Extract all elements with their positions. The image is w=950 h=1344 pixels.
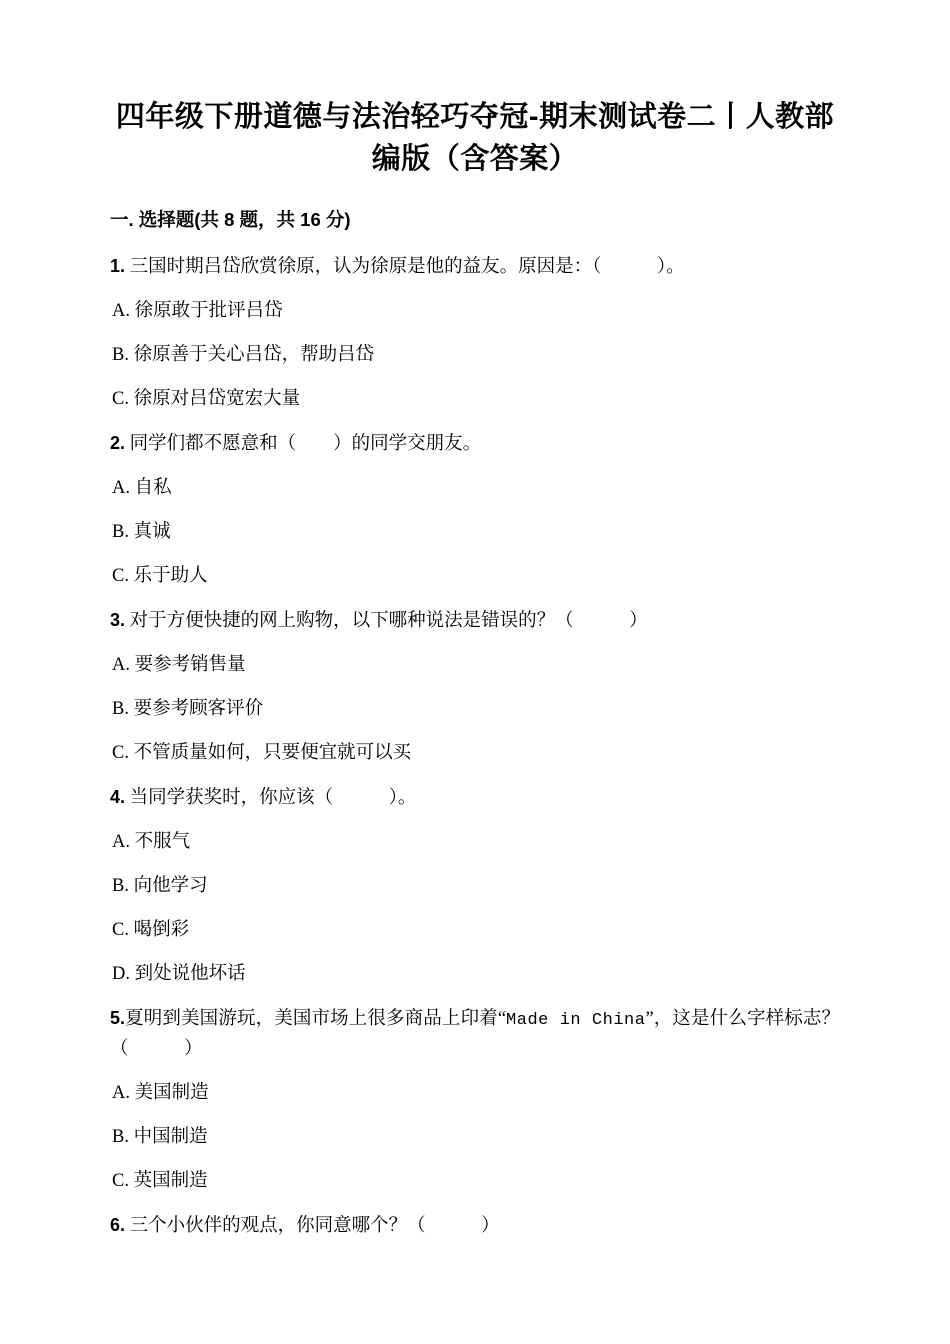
question-number: 4.	[110, 787, 126, 807]
option-item: A. 不服气	[112, 832, 191, 852]
question-stem	[110, 783, 840, 812]
option-item: B. 真诚	[112, 522, 171, 542]
option-item: A. 要参考销售量	[112, 655, 246, 675]
question-text: 对于方便快捷的网上购物，以下哪种说法是错误的？（ ）	[129, 611, 648, 631]
option-item: A. 徐原敢于批评吕岱	[112, 301, 283, 321]
option-item: C. 喝倒彩	[112, 920, 190, 940]
question-text: 三个小伙伴的观点，你同意哪个？（ ）	[129, 1216, 500, 1236]
question-text-after: ”，这是什么字样标志？（ ）	[110, 1009, 840, 1059]
question-number: 5.	[110, 1008, 126, 1028]
question-text-before: 夏明到美国游玩，美国市场上很多商品上印着“	[125, 1009, 507, 1029]
option-item: C. 乐于助人	[112, 566, 208, 586]
question-stem	[110, 1211, 840, 1240]
option-item: A. 自私	[112, 478, 172, 498]
option-item: A. 美国制造	[112, 1083, 209, 1103]
option-item: C. 英国制造	[112, 1171, 208, 1191]
question-text: 三国时期吕岱欣赏徐原，认为徐原是他的益友。原因是：（ ）。	[129, 257, 685, 277]
question-number: 2.	[110, 433, 126, 453]
option-item: B. 徐原善于关心吕岱，帮助吕岱	[112, 345, 375, 365]
option-item: B. 要参考顾客评价	[112, 699, 264, 719]
question-number: 1.	[110, 256, 126, 276]
option-item: D. 到处说他坏话	[112, 964, 246, 984]
question-number: 3.	[110, 610, 126, 630]
question-text-mono: Made in China	[506, 1011, 646, 1030]
option-item: C. 徐原对吕岱宽宏大量	[112, 389, 301, 409]
section-heading: 一. 选择题(共 8 题，共 16 分)	[110, 209, 351, 230]
question-text: 同学们都不愿意和（ ）的同学交朋友。	[129, 434, 482, 454]
question-stem	[110, 1004, 840, 1063]
question-stem	[110, 606, 840, 635]
option-item: B. 向他学习	[112, 876, 208, 896]
page-title: 四年级下册道德与法治轻巧夺冠-期末测试卷二丨人教部编版（含答案）	[115, 101, 835, 175]
question-stem	[110, 429, 840, 458]
question-text: 当同学获奖时，你应该（ ）。	[129, 788, 417, 808]
question-number: 6.	[110, 1215, 126, 1235]
option-item: C. 不管质量如何，只要便宜就可以买	[112, 743, 412, 763]
option-item: B. 中国制造	[112, 1127, 208, 1147]
question-stem	[110, 252, 840, 281]
